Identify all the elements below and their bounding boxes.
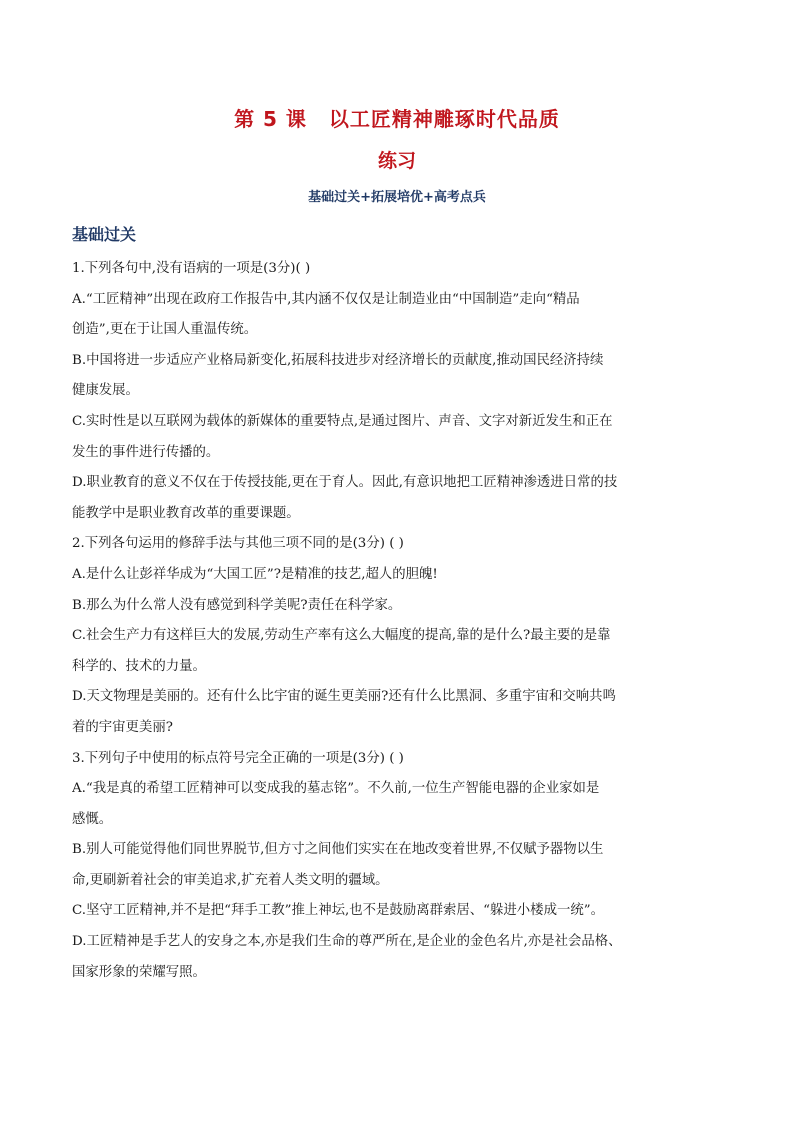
text-line: 1.下列各句中,没有语病的一项是(3分)( ) bbox=[72, 261, 311, 276]
text-line: B.别人可能觉得他们同世界脱节,但方寸之间他们实实在在地改变着世界,不仅赋予器物以生 bbox=[72, 842, 604, 858]
text-line: C.坚守工匠精神,并不是把“拜手工教”推上神坛,也不是鼓励离群索居、“躲进小楼成一统”。 bbox=[72, 903, 604, 919]
text-line: B.那么为什么常人没有感觉到科学美呢?责任在科学家。 bbox=[72, 597, 402, 613]
text-line: D.工匠精神是手艺人的安身之本,亦是我们生命的尊严所在,是企业的金色名片,亦是社会品格、 bbox=[72, 934, 622, 950]
text-line: 创造”,更在于让国人重温传统。 bbox=[72, 322, 258, 338]
text-line: C.实时性是以互联网为载体的新媒体的重要特点,是通过图片、声音、文字对新近发生和正在 bbox=[72, 413, 613, 429]
text-line: 着的宇宙更美丽? bbox=[72, 719, 173, 735]
lesson-title bbox=[0, 103, 794, 132]
text-line: C.社会生产力有这样巨大的发展,劳动生产率有这么大幅度的提高,靠的是什么?最主要的是靠 bbox=[72, 628, 611, 644]
text-line: 2.下列各句运用的修辞手法与其他三项不同的是(3分) ( ) bbox=[72, 536, 404, 552]
lesson-number: 第 5 课 bbox=[234, 107, 307, 131]
text-line: 发生的事件进行传播的。 bbox=[72, 444, 220, 460]
text-line: B.中国将进一步适应产业格局新变化,拓展科技进步对经济增长的贡献度,推动国民经济持续 bbox=[72, 352, 604, 368]
section-heading: 基础过关 bbox=[72, 225, 137, 244]
exercise-subtitle: 练习 bbox=[377, 150, 416, 172]
text-line: 国家形象的荣耀写照。 bbox=[72, 964, 206, 980]
text-line: A.“工匠精神”出现在政府工作报告中,其内涵不仅仅是让制造业由“中国制造”走向“精品 bbox=[72, 291, 580, 307]
text-line: 健康发展。 bbox=[72, 383, 139, 399]
text-line: 科学的、技术的力量。 bbox=[72, 658, 206, 674]
text-line: 感慨。 bbox=[72, 811, 113, 827]
lesson-topic: 以工匠精神雕琢时代品质 bbox=[328, 107, 560, 131]
text-line: 3.下列句子中使用的标点符号完全正确的一项是(3分) ( ) bbox=[72, 750, 404, 766]
text-line: A.是什么让彭祥华成为“大国工匠”?是精准的技艺,超人的胆魄! bbox=[72, 566, 438, 582]
text-line: D.天文物理是美丽的。还有什么比宇宙的诞生更美丽?还有什么比黑洞、多重宇宙和交响共鸣 bbox=[72, 689, 616, 705]
text-line: A.“我是真的希望工匠精神可以变成我的墓志铭”。不久前,一位生产智能电器的企业家如是 bbox=[72, 781, 600, 797]
exercise-tagline: 基础过关+拓展培优+高考点兵 bbox=[308, 190, 486, 205]
text-line: 能教学中是职业教育改革的重要课题。 bbox=[72, 505, 300, 521]
question-body bbox=[72, 254, 724, 988]
text-line: 命,更刷新着社会的审美追求,扩充着人类文明的疆域。 bbox=[72, 872, 389, 888]
text-line: D.职业教育的意义不仅在于传授技能,更在于育人。因此,有意识地把工匠精神渗透进日常的技 bbox=[72, 475, 618, 491]
